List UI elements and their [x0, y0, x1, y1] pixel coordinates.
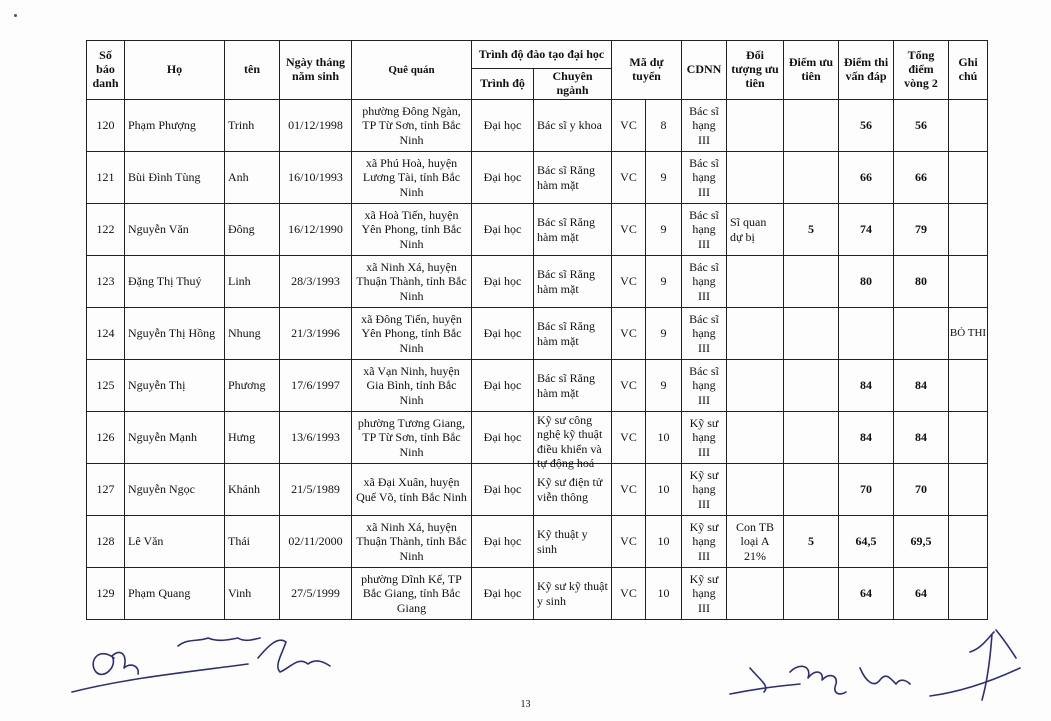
cell-trinh-do: Đại học: [472, 204, 534, 256]
cell-chuyen-nganh: [534, 360, 612, 412]
cell-cdnn: Kỹ sư hạng III: [682, 516, 727, 568]
header-doi-tuong: Đối tượng ưu tiên: [727, 41, 784, 100]
cell-sbd: 127: [87, 464, 125, 516]
cell-tong-diem: 80: [894, 256, 949, 308]
cell-diem-van-dap: 80: [839, 256, 894, 308]
cell-tong-diem: 79: [894, 204, 949, 256]
table-row: [87, 204, 988, 256]
cell-ma-so: 9: [646, 204, 682, 256]
table-row: [87, 100, 988, 152]
cell-que-quan: xã Hoà Tiến, huyện Yên Phong, tỉnh Bắc Ninh: [352, 204, 472, 256]
cell-chuyen-nganh-text: Bác sĩ Răng hàm mặt: [537, 163, 595, 192]
cell-trinh-do: Đại học: [472, 464, 534, 516]
cell-chuyen-nganh: [534, 100, 612, 152]
cell-sbd: 122: [87, 204, 125, 256]
cell-ma: VC: [612, 360, 646, 412]
cell-cdnn: Kỹ sư hạng III: [682, 412, 727, 464]
cell-ma: VC: [612, 152, 646, 204]
cell-ma: VC: [612, 100, 646, 152]
cell-ho: Phạm Quang: [125, 568, 225, 620]
cell-ten: Linh: [225, 256, 280, 308]
cell-doi-tuong: Sĩ quan dự bị: [727, 204, 784, 256]
cell-ho: Nguyễn Thị: [125, 360, 225, 412]
table-row: [87, 412, 988, 464]
header-ten: tên: [225, 41, 280, 100]
cell-ma-so: 9: [646, 256, 682, 308]
cell-ma-so: 10: [646, 464, 682, 516]
header-sbd: Số báo danh: [87, 41, 125, 100]
cell-ho: Đặng Thị Thuý: [125, 256, 225, 308]
cell-ho: Nguyễn Thị Hồng: [125, 308, 225, 360]
header-cdnn: CDNN: [682, 41, 727, 100]
cell-diem-uu-tien: 5: [784, 516, 839, 568]
signature-left: [68, 628, 348, 698]
cell-que-quan: xã Vạn Ninh, huyện Gia Bình, tỉnh Bắc Ninh: [352, 360, 472, 412]
cell-que-quan: phường Dĩnh Kế, TP Bắc Giang, tỉnh Bắc Giang: [352, 568, 472, 620]
cell-ngay-sinh: 17/6/1997: [280, 360, 352, 412]
cell-tong-diem: 70: [894, 464, 949, 516]
cell-diem-van-dap: 56: [839, 100, 894, 152]
cell-diem-van-dap: 70: [839, 464, 894, 516]
cell-chuyen-nganh-text: Bác sĩ y khoa: [537, 118, 602, 133]
cell-ghi-chu: [949, 152, 988, 204]
cell-diem-uu-tien: [784, 412, 839, 464]
cell-doi-tuong: [727, 464, 784, 516]
cell-trinh-do: Đại học: [472, 516, 534, 568]
cell-tong-diem: 84: [894, 360, 949, 412]
table-row: [87, 568, 988, 620]
cell-ghi-chu: [949, 204, 988, 256]
header-diem-van-dap: Điểm thi vấn đáp: [839, 41, 894, 100]
cell-ten: Nhung: [225, 308, 280, 360]
cell-ghi-chu: BỎ THI: [949, 308, 988, 360]
cell-diem-van-dap: 84: [839, 412, 894, 464]
scan-speck: [14, 14, 17, 17]
cell-ngay-sinh: 01/12/1998: [280, 100, 352, 152]
cell-ten: Thái: [225, 516, 280, 568]
cell-diem-uu-tien: 5: [784, 204, 839, 256]
cell-ghi-chu: [949, 516, 988, 568]
cell-ma-so: 10: [646, 568, 682, 620]
cell-que-quan: xã Phú Hoà, huyện Lương Tài, tỉnh Bắc Ninh: [352, 152, 472, 204]
cell-chuyen-nganh: [534, 152, 612, 204]
table-row: [87, 516, 988, 568]
table-row: [87, 256, 988, 308]
cell-ho: Nguyễn Văn: [125, 204, 225, 256]
cell-ma-so: 9: [646, 308, 682, 360]
cell-doi-tuong: Con TB loại A 21%: [727, 516, 784, 568]
cell-sbd: 126: [87, 412, 125, 464]
cell-ghi-chu: [949, 360, 988, 412]
cell-diem-uu-tien: [784, 100, 839, 152]
header-ma-du-tuyen: Mã dự tuyển: [612, 41, 682, 100]
cell-tong-diem: [894, 308, 949, 360]
cell-tong-diem: 56: [894, 100, 949, 152]
cell-doi-tuong: [727, 256, 784, 308]
cell-sbd: 123: [87, 256, 125, 308]
cell-ho: Nguyễn Mạnh: [125, 412, 225, 464]
cell-ten: Vinh: [225, 568, 280, 620]
header-que-quan: Quê quán: [352, 41, 472, 100]
cell-ghi-chu: [949, 100, 988, 152]
cell-doi-tuong: [727, 568, 784, 620]
cell-diem-uu-tien: [784, 568, 839, 620]
cell-ten: Hưng: [225, 412, 280, 464]
cell-cdnn: Bác sĩ hạng III: [682, 308, 727, 360]
cell-doi-tuong: [727, 360, 784, 412]
cell-que-quan: phường Đông Ngàn, TP Từ Sơn, tỉnh Bắc Ninh: [352, 100, 472, 152]
cell-ho: Phạm Phượng: [125, 100, 225, 152]
cell-ten: Khánh: [225, 464, 280, 516]
cell-ma: VC: [612, 412, 646, 464]
cell-cdnn: Kỹ sư hạng III: [682, 568, 727, 620]
cell-diem-uu-tien: [784, 152, 839, 204]
cell-chuyen-nganh: [534, 412, 612, 471]
cell-trinh-do: Đại học: [472, 100, 534, 152]
cell-chuyen-nganh-text: Bác sĩ Răng hàm mặt: [537, 371, 595, 400]
cell-chuyen-nganh: [534, 464, 612, 516]
results-table: [86, 40, 988, 620]
page-number: 13: [520, 699, 531, 710]
table-row: [87, 464, 988, 516]
cell-trinh-do: Đại học: [472, 256, 534, 308]
cell-ghi-chu: [949, 412, 988, 464]
table-row: [87, 152, 988, 204]
cell-ngay-sinh: 16/10/1993: [280, 152, 352, 204]
cell-trinh-do: Đại học: [472, 568, 534, 620]
cell-que-quan: xã Ninh Xá, huyện Thuận Thành, tỉnh Bắc Ninh: [352, 516, 472, 568]
cell-ma: VC: [612, 256, 646, 308]
cell-ma: VC: [612, 516, 646, 568]
header-diem-uu-tien: Điểm ưu tiên: [784, 41, 839, 100]
cell-ngay-sinh: 16/12/1990: [280, 204, 352, 256]
cell-sbd: 125: [87, 360, 125, 412]
cell-ngay-sinh: 28/3/1993: [280, 256, 352, 308]
cell-ma: VC: [612, 464, 646, 516]
cell-ngay-sinh: 02/11/2000: [280, 516, 352, 568]
signature-right: [720, 622, 1040, 702]
cell-chuyen-nganh-text: Kỹ thuật y sinh: [537, 527, 588, 556]
cell-ma-so: 10: [646, 412, 682, 464]
cell-doi-tuong: [727, 308, 784, 360]
cell-sbd: 120: [87, 100, 125, 152]
cell-chuyen-nganh-text: Bác sĩ Răng hàm mặt: [537, 319, 595, 348]
cell-sbd: 121: [87, 152, 125, 204]
cell-chuyen-nganh-text: Bác sĩ Răng hàm mặt: [537, 267, 595, 296]
cell-ma-so: 8: [646, 100, 682, 152]
cell-ghi-chu: [949, 464, 988, 516]
cell-ten: Anh: [225, 152, 280, 204]
cell-ma-so: 9: [646, 360, 682, 412]
cell-cdnn: Bác sĩ hạng III: [682, 152, 727, 204]
cell-ho: Lê Văn: [125, 516, 225, 568]
cell-chuyen-nganh: [534, 256, 612, 308]
cell-sbd: 124: [87, 308, 125, 360]
cell-chuyen-nganh-text: Bác sĩ Răng hàm mặt: [537, 215, 595, 244]
cell-chuyen-nganh: [534, 568, 612, 620]
cell-chuyen-nganh-text: Kỹ sư công nghệ kỹ thuật điều khiển và tự động hoá: [537, 413, 603, 471]
cell-diem-van-dap: [839, 308, 894, 360]
table-row: [87, 360, 988, 412]
cell-ma: VC: [612, 568, 646, 620]
cell-cdnn: Bác sĩ hạng III: [682, 256, 727, 308]
cell-diem-uu-tien: [784, 256, 839, 308]
cell-doi-tuong: [727, 100, 784, 152]
cell-ngay-sinh: 27/5/1999: [280, 568, 352, 620]
cell-cdnn: Bác sĩ hạng III: [682, 360, 727, 412]
cell-chuyen-nganh: [534, 204, 612, 256]
cell-tong-diem: 64: [894, 568, 949, 620]
header-tong-diem: Tổng điểm vòng 2: [894, 41, 949, 100]
header-chuyen-nganh: Chuyên ngành: [534, 69, 612, 100]
cell-diem-van-dap: 84: [839, 360, 894, 412]
cell-ghi-chu: [949, 568, 988, 620]
cell-ghi-chu: [949, 256, 988, 308]
cell-chuyen-nganh-text: Kỹ sư kỹ thuật y sinh: [537, 579, 608, 608]
cell-trinh-do: Đại học: [472, 308, 534, 360]
cell-que-quan: xã Đại Xuân, huyện Quế Võ, tỉnh Bắc Ninh: [352, 464, 472, 516]
header-trinh-do-group: Trình độ đào tạo đại học: [472, 41, 612, 69]
cell-chuyen-nganh-text: Kỹ sư điện tử viễn thông: [537, 475, 603, 504]
header-ghi-chu: Ghi chú: [949, 41, 988, 100]
cell-ho: Bùi Đình Tùng: [125, 152, 225, 204]
table-row: [87, 308, 988, 360]
cell-chuyen-nganh: [534, 308, 612, 360]
cell-diem-van-dap: 64,5: [839, 516, 894, 568]
cell-ma-so: 10: [646, 516, 682, 568]
cell-trinh-do: Đại học: [472, 360, 534, 412]
cell-que-quan: xã Ninh Xá, huyện Thuận Thành, tỉnh Bắc Ninh: [352, 256, 472, 308]
header-ngay-sinh: Ngày tháng năm sinh: [280, 41, 352, 100]
cell-ma: VC: [612, 308, 646, 360]
cell-cdnn: Bác sĩ hạng III: [682, 100, 727, 152]
cell-ten: Phương: [225, 360, 280, 412]
cell-trinh-do: Đại học: [472, 412, 534, 464]
cell-ho: Nguyễn Ngọc: [125, 464, 225, 516]
cell-ma: VC: [612, 204, 646, 256]
cell-sbd: 129: [87, 568, 125, 620]
cell-cdnn: Bác sĩ hạng III: [682, 204, 727, 256]
cell-trinh-do: Đại học: [472, 152, 534, 204]
cell-diem-uu-tien: [784, 360, 839, 412]
cell-doi-tuong: [727, 152, 784, 204]
cell-diem-van-dap: 74: [839, 204, 894, 256]
header-ho: Họ: [125, 41, 225, 100]
cell-tong-diem: 84: [894, 412, 949, 464]
header-trinh-do: Trình độ: [472, 69, 534, 100]
cell-tong-diem: 69,5: [894, 516, 949, 568]
cell-diem-uu-tien: [784, 308, 839, 360]
cell-diem-van-dap: 64: [839, 568, 894, 620]
cell-ngay-sinh: 21/3/1996: [280, 308, 352, 360]
cell-que-quan: xã Đông Tiến, huyện Yên Phong, tỉnh Bắc Ninh: [352, 308, 472, 360]
cell-sbd: 128: [87, 516, 125, 568]
cell-cdnn: Kỹ sư hạng III: [682, 464, 727, 516]
cell-chuyen-nganh: [534, 516, 612, 568]
cell-ten: Trinh: [225, 100, 280, 152]
cell-que-quan: phường Tương Giang, TP Từ Sơn, tỉnh Bắc Ninh: [352, 412, 472, 464]
cell-diem-uu-tien: [784, 464, 839, 516]
cell-doi-tuong: [727, 412, 784, 464]
cell-tong-diem: 66: [894, 152, 949, 204]
cell-ngay-sinh: 13/6/1993: [280, 412, 352, 464]
cell-ma-so: 9: [646, 152, 682, 204]
cell-ten: Đông: [225, 204, 280, 256]
cell-diem-van-dap: 66: [839, 152, 894, 204]
cell-ngay-sinh: 21/5/1989: [280, 464, 352, 516]
